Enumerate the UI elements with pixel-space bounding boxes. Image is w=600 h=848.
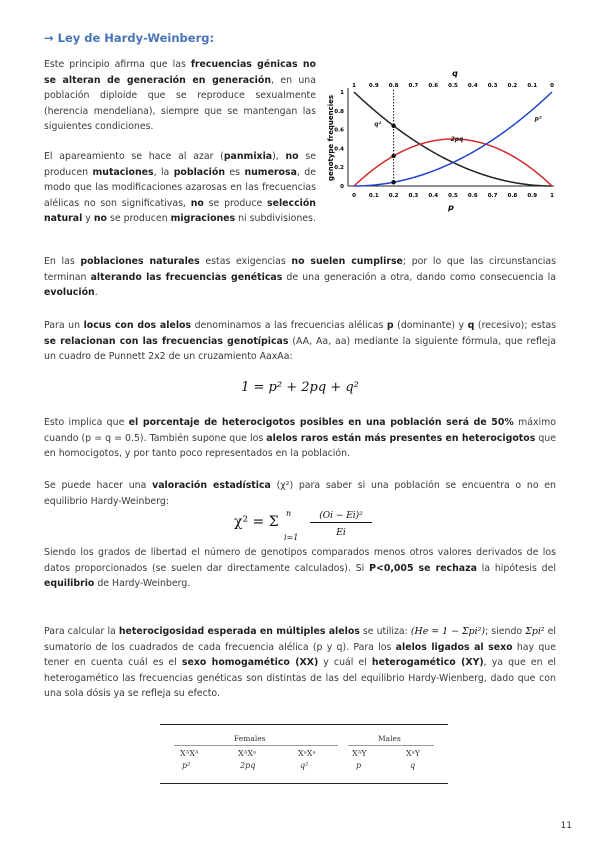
genotype-female-aa: XᵃXᵃ	[298, 749, 316, 758]
paragraph-chi-square: Se puede hacer una valoración estadística (χ²) para saber si una población se encuentra o no en equilibrio Hardy-Weinberg:	[44, 480, 556, 507]
paragraph-principle: Este principio afirma que las frecuencias génicas no se alteran de generación en generación, en una población diploide que se reproduce sexualmente (herencia mendeliana), siempre que se mantengan las siguientes condiciones.	[44, 59, 316, 133]
sum-upper-limit: n	[286, 509, 292, 518]
top-tick-label: 0.1	[527, 83, 538, 89]
x-tick-label: 0.9	[527, 193, 538, 199]
frequency-male-aY: q	[410, 761, 416, 770]
fraction-numerator: (Oi − Ei)²	[310, 511, 372, 523]
marker-point	[391, 124, 395, 128]
genotype-female-AA: XᴬXᴬ	[180, 749, 199, 758]
top-tick-label: 0.6	[428, 83, 439, 89]
y-tick-label: 1	[340, 90, 344, 96]
x-tick-label: 0.4	[428, 193, 439, 199]
x-tick-label: 0	[352, 193, 356, 199]
series-label: 2pq	[450, 136, 464, 143]
marker-point	[391, 154, 395, 158]
x-tick-label: 0.5	[448, 193, 458, 199]
chi-square-lhs: χ² = Σ	[234, 514, 279, 530]
paragraph-heterozygotes: Esto implica que el porcentaje de heterocigotos posibles en una población será de 50% máximo cuando (p = q = 0.5). También supone que los alelos raros están más presentes en heterocigotos que en homocigotos, y por tanto poco representados en la población.	[44, 417, 557, 460]
chi-square-equation	[234, 508, 374, 548]
x-tick-label: 0.3	[408, 193, 419, 199]
top-tick-label: 0.4	[467, 83, 478, 89]
top-tick-label: 0.9	[368, 83, 379, 89]
sex-linked-frequency-table	[160, 724, 448, 784]
top-tick-label: 0.3	[487, 83, 498, 89]
hardy-weinberg-equation: 1 = p² + 2pq + q²	[241, 380, 359, 395]
frequency-female-Aa: 2pq	[240, 761, 256, 770]
x-tick-label: 0.7	[487, 193, 498, 199]
x-tick-label: 1	[550, 193, 554, 199]
top-tick-label: 0	[550, 83, 554, 89]
x-tick-label: 0.8	[507, 193, 518, 199]
y-tick-label: 0.8	[334, 108, 344, 115]
x-tick-label: 0.2	[388, 193, 399, 199]
paragraph-degrees-freedom: Siendo los grados de libertad el número de genotipos comparados menos otros valores derivados de los datos proporcionados (se suelen dar directamente calculados). Si P<0,005 se rechaza la hipótesis del equilibrio de Hardy-Weinberg.	[44, 547, 556, 590]
y-tick-label: 0.4	[334, 146, 344, 153]
x-tick-label: 0.1	[368, 193, 379, 199]
paragraph-conditions: El apareamiento se hace al azar (panmixia), no se producen mutaciones, la población es numerosa, de modo que las modificaciones azarosas en las frecuencias alélicas no son significativas, no se produce selección natural y no se producen migraciones ni subdivisiones.	[44, 151, 316, 225]
x-tick-label: 0.6	[467, 193, 478, 199]
paragraph-two-alleles: Para un locus con dos alelos denominamos a las frecuencias alélicas p (dominante) y q (recesivo); estas se relacionan con las frecuencias genotípicas (AA, Aa, aa) mediante la siguiente fórmula, que refleja un cuadro de Punnett 2x2 de un cruzamiento AaxAa:	[44, 320, 556, 363]
top-tick-label: 0.8	[388, 83, 399, 89]
top-tick-label: 0.5	[448, 83, 458, 89]
series-label: p²	[534, 115, 542, 123]
y-axis-label: genotype frequencies	[327, 94, 335, 182]
section-title: → Ley de Hardy-Weinberg:	[44, 31, 215, 45]
genotype-male-aY: XᵃY	[406, 749, 421, 758]
series-label: q²	[374, 120, 382, 128]
marker-point	[391, 180, 395, 184]
frequency-female-aa: q²	[300, 761, 309, 770]
females-divider	[174, 745, 338, 746]
y-tick-label: 0.2	[334, 165, 344, 172]
genotype-male-AY: XᴬY	[352, 749, 367, 758]
hardy-weinberg-chart	[324, 66, 562, 216]
males-header: Males	[378, 734, 401, 743]
top-tick-label: 0.7	[408, 83, 419, 89]
females-header: Females	[234, 734, 266, 743]
top-axis-label: q	[452, 69, 458, 78]
x-axis-label: p	[448, 203, 454, 212]
frequency-female-AA: p²	[182, 761, 191, 770]
sum-lower-limit: i=1	[284, 533, 299, 542]
fraction-denominator: Ei	[336, 528, 346, 538]
paragraph-natural-populations: En las poblaciones naturales estas exigencias no suelen cumplirse; por lo que las circunstancias terminan alterando las frecuencias genéticas de una generación a otra, dando como consecuencia la evolución.	[44, 256, 557, 299]
page-number: 11	[560, 821, 572, 831]
paragraph-multiple-alleles: Para calcular la heterocigosidad esperada en múltiples alelos se utiliza: (He = 1 − Σpi²); siendo Σpi² el sumatorio de los cuadrados de cada frecuencia alélica (p y q). Para los alelos ligados al sexo hay que tener en cuenta cuál es el sexo homogamético (XX) y cuál el heterogamético (XY), ya que en el heterogamético las frecuencias genéticas son distintas de las del equilibrio Hardy-Wienberg, dado que con una sola dósis ya se refleja su efecto.	[44, 626, 557, 700]
frequency-male-AY: p	[356, 761, 362, 770]
top-tick-label: 0.2	[507, 83, 518, 89]
y-tick-label: 0	[340, 184, 344, 190]
males-divider	[348, 745, 434, 746]
top-tick-label: 1	[352, 83, 356, 89]
genotype-female-Aa: XᴬXᵃ	[238, 749, 257, 758]
y-tick-label: 0.6	[334, 127, 344, 134]
